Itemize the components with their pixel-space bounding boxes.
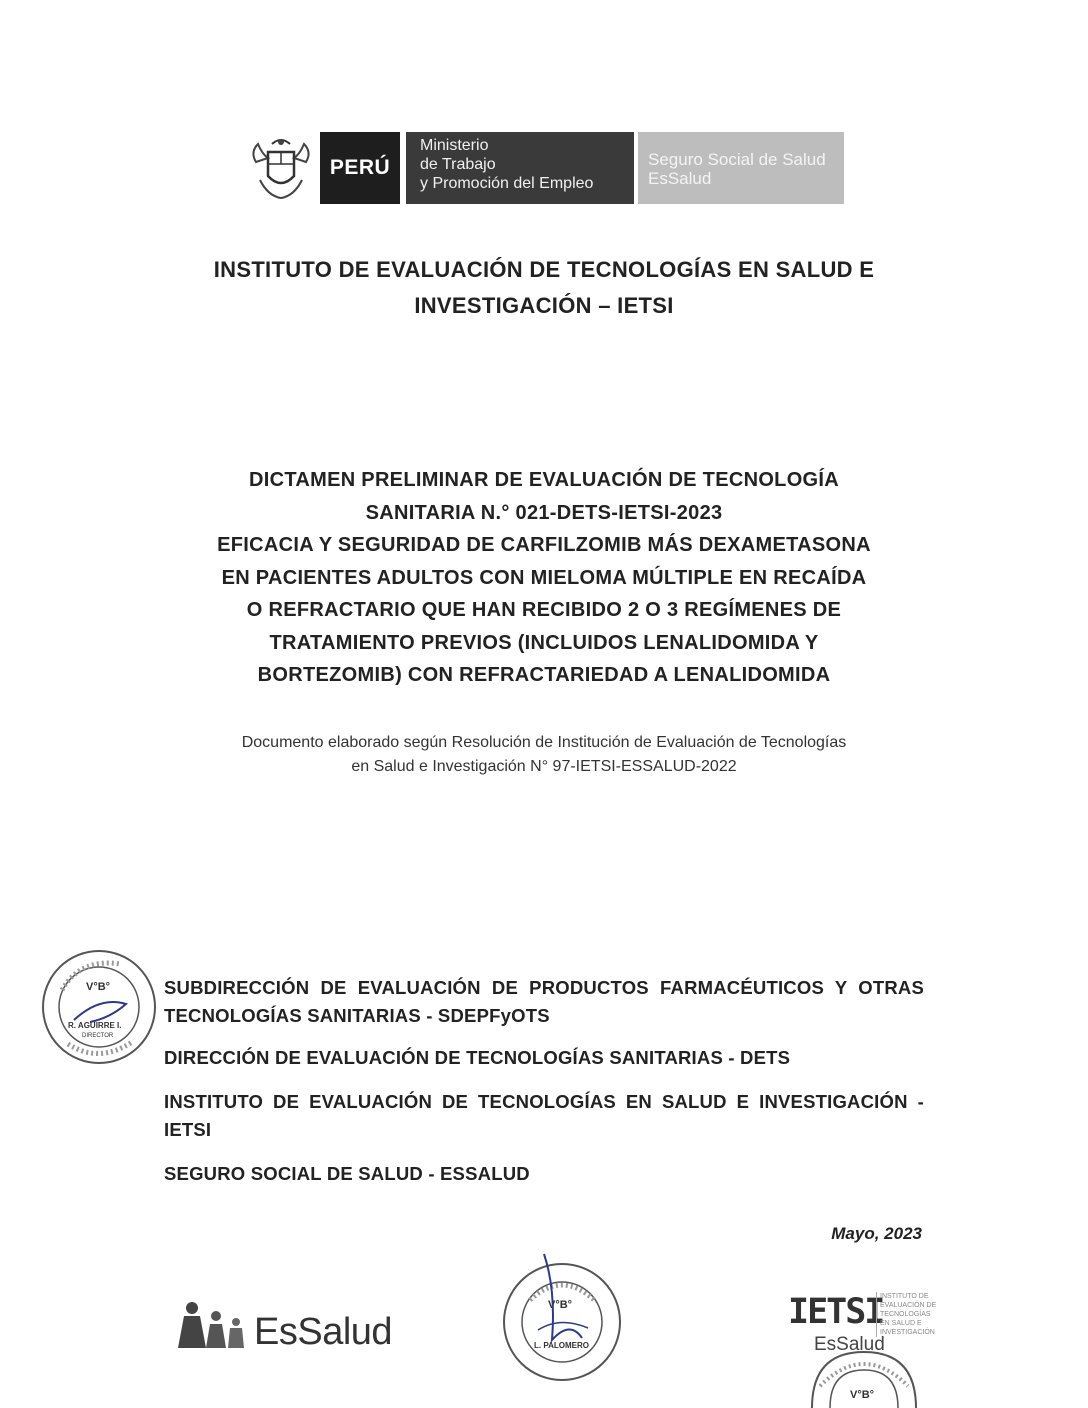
dictamen-line: O REFRACTARIO QUE HAN RECIBIDO 2 O 3 REGÍMENES DE (246, 599, 842, 621)
dictamen-line: EFICACIA Y SEGURIDAD DE CARFILZOMIB MÁS DEXAMETASONA (217, 534, 871, 556)
document-note-line-2: en Salud e Investigación N° 97-IETSI-ESSALUD-2022 (351, 758, 737, 775)
ministry-logo (404, 132, 634, 204)
dictamen-line: BORTEZOMIB) CON REFRACTARIEDAD A LENALIDOMIDA (257, 664, 831, 686)
stamp-left-role: DIRECTOR (82, 1033, 114, 1039)
dictamen-line: DICTAMEN PRELIMINAR DE EVALUACIÓN DE TECNOLOGÍA (248, 469, 840, 491)
organization-item: SEGURO SOCIAL DE SALUD - ESSALUD (164, 1163, 530, 1184)
stamp-vb-text: V°B° (850, 1389, 875, 1401)
peru-label: PERÚ (320, 132, 400, 204)
dictamen-title (100, 464, 988, 692)
organization-item: DIRECCIÓN DE EVALUACIÓN DE TECNOLOGÍAS SANITARIAS - DETS (164, 1047, 791, 1068)
essalud-header-line-2: EsSalud (648, 169, 712, 188)
essalud-header-line-1: Seguro Social de Salud (648, 150, 826, 169)
stamp-vb-text: V°B° (548, 1299, 573, 1311)
approval-stamp-right-icon (808, 1346, 920, 1408)
ministry-line-1: Ministerio (420, 137, 489, 154)
institute-title-line-2: INVESTIGACIÓN – IETSI (414, 293, 674, 318)
document-note-line-1: Documento elaborado según Resolución de Institución de Evaluación de Tecnologías (241, 734, 847, 751)
peru-coat-of-arms-icon (248, 132, 314, 204)
dictamen-line: TRATAMIENTO PREVIOS (INCLUIDOS LENALIDOMIDA Y (269, 631, 819, 654)
stamp-left-name: R. AGUIRRE I. (68, 1021, 122, 1030)
institute-title-line-1: INSTITUTO DE EVALUACIÓN DE TECNOLOGÍAS EN SALUD E (213, 257, 875, 282)
essalud-footer-text: EsSalud (254, 1311, 393, 1353)
ietsi-logo-small-text: INSTITUTO DE EVALUACIÓN DE TECNOLOGÍAS EN SALUD E INVESTIGACIÓN (876, 1292, 940, 1337)
ministry-line-3: y Promoción del Empleo (420, 175, 594, 192)
institute-title (100, 252, 988, 324)
stamp-mid-name: L. PALOMERO (534, 1341, 589, 1350)
government-header-logos (248, 128, 848, 208)
dictamen-line: EN PACIENTES ADULTOS CON MIELOMA MÚLTIPLE EN RECAÍDA (221, 566, 867, 589)
organization-item: INSTITUTO DE EVALUACIÓN DE TECNOLOGÍAS EN SALUD E INVESTIGACIÓN - IETSI (164, 1091, 924, 1140)
organization-item: SUBDIRECCIÓN DE EVALUACIÓN DE PRODUCTOS FARMACÉUTICOS Y OTRAS TECNOLOGÍAS SANITARIAS - SDEPFyOTS (164, 977, 924, 1026)
document-note (100, 731, 988, 779)
dictamen-line: SANITARIA N.° 021-DETS-IETSI-2023 (365, 501, 723, 524)
organizations-list (164, 974, 924, 1204)
document-date: Mayo, 2023 (831, 1224, 922, 1243)
ministry-line-2: de Trabajo (420, 156, 496, 173)
stamp-vb-text: V°B° (86, 981, 111, 993)
ietsi-logo-text: IETSI (788, 1292, 884, 1332)
approval-stamp-left-icon (40, 948, 158, 1066)
essalud-header-logo (638, 132, 844, 204)
approval-stamp-middle-icon (500, 1250, 624, 1386)
ietsi-logo-subtext: EsSalud (814, 1334, 885, 1355)
